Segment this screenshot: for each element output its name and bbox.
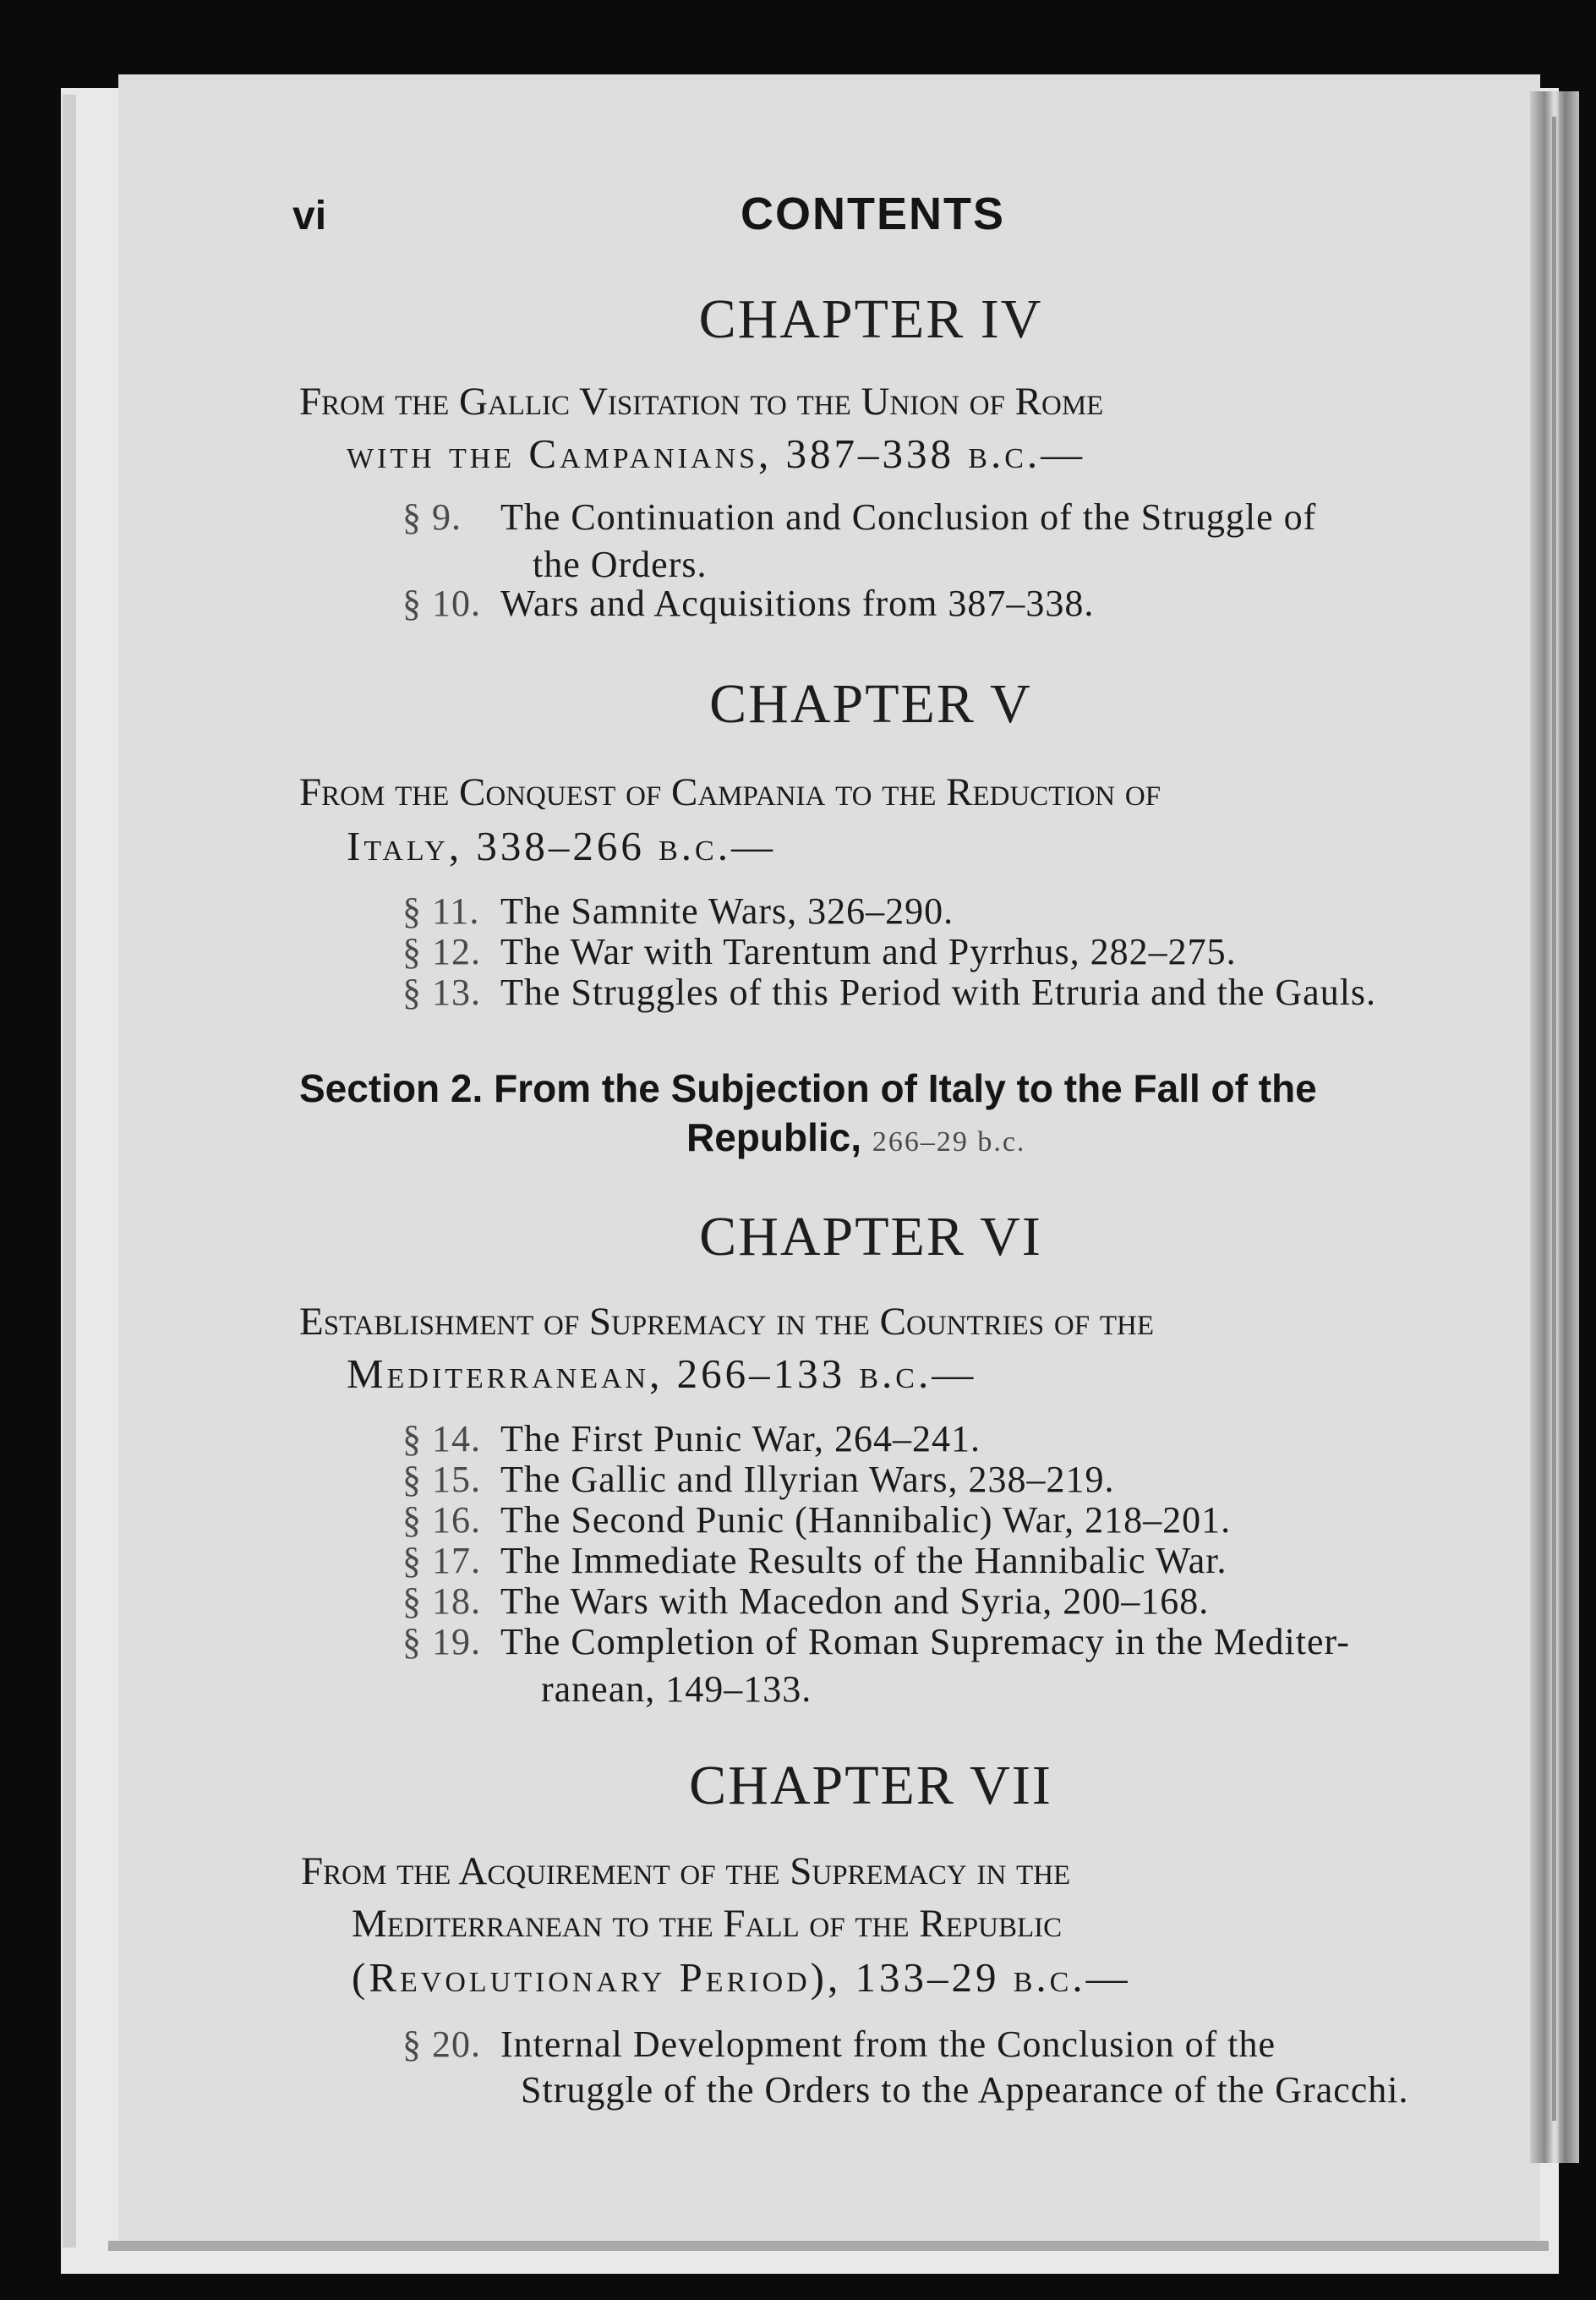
- chapter-4-heading-line-2: with the Campanians, 387–338 b.c.—: [347, 430, 1086, 477]
- chapter-7-heading-line-1: [301, 1848, 1454, 1894]
- contents-entry-text: The Struggles of this Period with Etruria and the Gauls.: [500, 972, 1377, 1013]
- section-mark: § 9.: [402, 496, 462, 538]
- chapter-7-title: CHAPTER VII: [689, 1755, 1052, 1816]
- contents-entry-text: The First Punic War, 264–241.: [500, 1418, 981, 1459]
- contents-entry-13: [402, 971, 1376, 1014]
- page-left-shadow: [63, 95, 76, 2248]
- section-2-heading-text: Republic,: [686, 1115, 862, 1159]
- contents-entry-10: [402, 582, 1094, 625]
- section-mark: § 19.: [402, 1621, 481, 1662]
- section-mark: § 17.: [402, 1540, 481, 1581]
- contents-entry-9-continuation: the Orders.: [533, 544, 708, 585]
- contents-entry-11: [402, 890, 954, 933]
- chapter-4-title: CHAPTER IV: [698, 288, 1043, 350]
- page-bottom-edge: [108, 2241, 1549, 2251]
- section-mark: § 12.: [402, 931, 481, 972]
- contents-entry-text: The Completion of Roman Supremacy in the Mediter-: [500, 1621, 1350, 1662]
- section-mark: § 10.: [402, 583, 481, 624]
- section-mark: § 16.: [402, 1499, 481, 1541]
- contents-entry-text: The Second Punic (Hannibalic) War, 218–201.: [500, 1499, 1232, 1541]
- chapter-7-heading-text-1: From the Acquirement of the Supremacy in the: [301, 1849, 1071, 1893]
- book-fore-edge: [1530, 91, 1579, 2163]
- chapter-4-heading-text-1: From the Gallic Visitation to the Union of Rome: [299, 380, 1104, 424]
- contents-entry-text: The War with Tarentum and Pyrrhus, 282–275.: [500, 931, 1237, 972]
- contents-entry-text: Wars and Acquisitions from 387–338.: [500, 583, 1095, 624]
- chapter-7-heading-line-2: [352, 1901, 1454, 1947]
- section-mark: § 13.: [402, 972, 481, 1013]
- chapter-7-heading-line-3: (Revolutionary Period), 133–29 b.c.—: [352, 1954, 1131, 2001]
- contents-entry-19: [402, 1620, 1350, 1663]
- chapter-5-heading-line-1: [299, 769, 1454, 815]
- section-2-heading-line-2: [686, 1114, 1025, 1160]
- contents-entry-19-continuation: ranean, 149–133.: [541, 1668, 812, 1710]
- page-number: vi: [292, 194, 327, 238]
- section-mark: § 18.: [402, 1580, 481, 1622]
- contents-entry-text: The Immediate Results of the Hannibalic War.: [500, 1540, 1227, 1581]
- chapter-6-heading-line-2: Mediterranean, 266–133 b.c.—: [347, 1350, 977, 1397]
- contents-entry-text: The Wars with Macedon and Syria, 200–168.: [500, 1580, 1210, 1622]
- section-2-date: 266–29 b.c.: [872, 1126, 1026, 1158]
- contents-entry-14: [402, 1417, 981, 1460]
- chapter-4-heading-line-1: [299, 379, 1454, 424]
- chapter-6-heading-line-1: [299, 1299, 1454, 1344]
- section-mark: § 20.: [402, 2023, 481, 2065]
- contents-entry-17: [402, 1539, 1227, 1582]
- contents-entry-18: [402, 1580, 1209, 1623]
- chapter-5-heading-line-2: Italy, 338–266 b.c.—: [347, 823, 776, 869]
- running-head: CONTENTS: [741, 189, 1005, 239]
- chapter-6-title: CHAPTER VI: [699, 1206, 1042, 1268]
- contents-entry-20-continuation: Struggle of the Orders to the Appearance of the Gracchi.: [521, 2069, 1409, 2111]
- chapter-5-heading-text-1: From the Conquest of Campania to the Reduction of: [299, 770, 1161, 814]
- section-2-heading-line-1: Section 2. From the Subjection of Italy to the Fall of the: [299, 1066, 1317, 1110]
- chapter-6-heading-text-1: Establishment of Supremacy in the Countries of the: [299, 1300, 1154, 1344]
- chapter-5-title: CHAPTER V: [709, 673, 1032, 735]
- section-mark: § 15.: [402, 1459, 481, 1500]
- chapter-7-heading-text-2: Mediterranean to the Fall of the Republic: [352, 1902, 1063, 1946]
- contents-entry-text: The Gallic and Illyrian Wars, 238–219.: [500, 1459, 1115, 1500]
- section-mark: § 14.: [402, 1418, 481, 1459]
- contents-entry-16: [402, 1498, 1231, 1542]
- contents-entry-text: Internal Development from the Conclusion of the: [500, 2023, 1276, 2065]
- contents-entry-text: The Samnite Wars, 326–290.: [500, 890, 954, 932]
- contents-entry-20: [402, 2023, 1276, 2066]
- contents-entry-15: [402, 1458, 1114, 1501]
- section-mark: § 11.: [402, 890, 480, 932]
- contents-entry-12: [402, 930, 1237, 973]
- contents-entry-9: [402, 496, 1316, 539]
- contents-entry-text: The Continuation and Conclusion of the Struggle of: [500, 496, 1317, 538]
